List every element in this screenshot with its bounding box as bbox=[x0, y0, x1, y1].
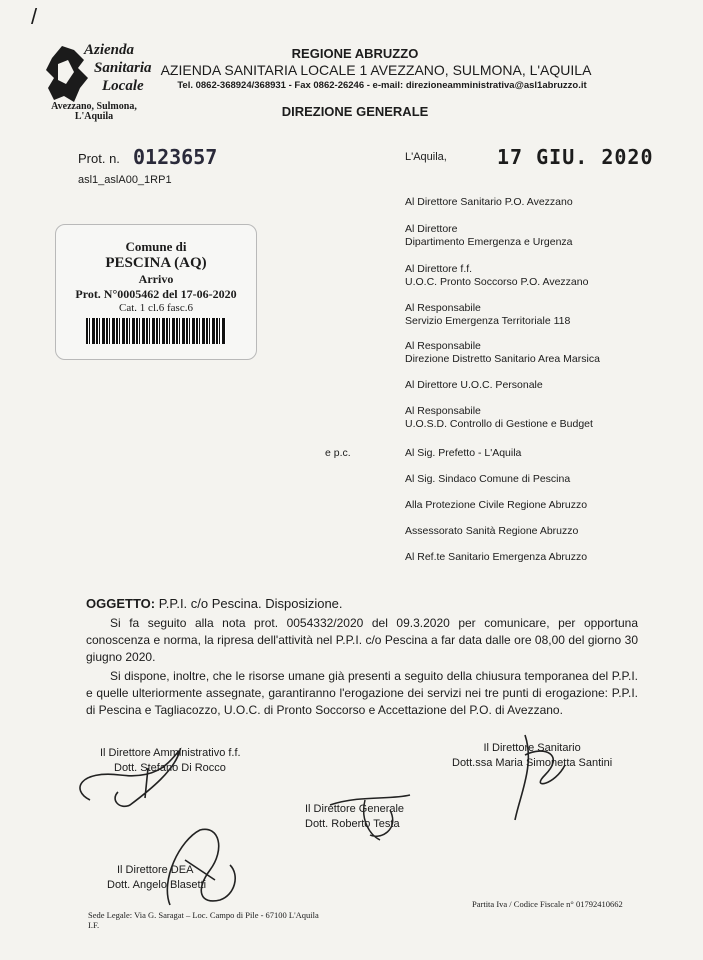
recipient-line: Al Direttore bbox=[405, 223, 458, 235]
recipient-3 bbox=[405, 263, 588, 289]
footer-line: I.F. bbox=[88, 920, 100, 930]
footer-line: Sede Legale: Via G. Saragat – Loc. Campo di Pile - 67100 L'Aquila bbox=[88, 910, 319, 920]
recipient-1 bbox=[405, 196, 573, 209]
signature-title: Il Direttore Amministrativo f.f. bbox=[100, 747, 241, 759]
footer-vat: Partita Iva / Codice Fiscale n° 01792410662 bbox=[472, 899, 623, 909]
subject-text: P.P.I. c/o Pescina. Disposizione. bbox=[158, 596, 343, 611]
recipient-4 bbox=[405, 302, 570, 328]
epc-recipient: Al Sig. Prefetto - L'Aquila bbox=[405, 447, 522, 459]
signature-name: Dott. Angelo Blasetti bbox=[107, 879, 207, 891]
signature-name: Dott. Roberto Testa bbox=[305, 818, 400, 830]
stamp-line-5: Cat. 1 cl.6 fasc.6 bbox=[119, 302, 193, 314]
protocol-number: 0123657 bbox=[133, 145, 218, 169]
recipient-line: Servizio Emergenza Territoriale 118 bbox=[405, 315, 571, 327]
epc-recipient: Al Ref.te Sanitario Emergenza Abruzzo bbox=[405, 551, 588, 563]
date-stamp: 17 GIU. 2020 bbox=[497, 145, 654, 169]
protocol-code: asl1_aslA00_1RP1 bbox=[78, 174, 172, 186]
recipient-line: U.O.C. Pronto Soccorso P.O. Avezzano bbox=[405, 276, 589, 288]
paragraph-1: Si fa seguito alla nota prot. 0054332/2020 del 09.3.2020 per comunicare, per opportuna conoscenza e norma, la ripresa dell'attività nel P.P.I. c/o Pescina a far data dalle ore 08,00 del giorno 30 giugno 2020. bbox=[86, 616, 638, 664]
logo-line-3: Locale bbox=[102, 78, 144, 94]
stamp-line-2: PESCINA (AQ) bbox=[105, 255, 207, 271]
corner-mark: / bbox=[31, 4, 38, 29]
protocol-label: Prot. n. bbox=[78, 151, 120, 166]
region-title: REGIONE ABRUZZO bbox=[291, 46, 419, 61]
handwritten-signature-generale bbox=[320, 790, 430, 850]
recipient-line: Al Responsabile bbox=[405, 405, 481, 417]
recipient-line: U.O.S.D. Controllo di Gestione e Budget bbox=[405, 418, 593, 430]
subject-label: OGGETTO: bbox=[86, 596, 156, 611]
paragraph-2: Si dispone, inoltre, che le risorse umane già presenti a seguito della chiusura temporanea del P.P.I. e quelle ulteriormente assegnate, garantiranno l'erogazione dei servizi nei tre punti di erogazione: P.P.I. di Pescina e Tagliacozzo, U.O.C. di Pronto Soccorso e Accettazione del P.O. di Avezzano. bbox=[86, 669, 638, 717]
epc-recipient: Assessorato Sanità Regione Abruzzo bbox=[405, 525, 579, 537]
direction-title: DIREZIONE GENERALE bbox=[281, 104, 429, 119]
recipient-5 bbox=[405, 340, 600, 366]
logo-line-2: Sanitaria bbox=[94, 60, 152, 76]
epc-recipient: Alla Protezione Civile Regione Abruzzo bbox=[405, 499, 588, 511]
stamp-line-4: Prot. N°0005462 del 17-06-2020 bbox=[75, 287, 237, 301]
recipient-line: Al Responsabile bbox=[405, 340, 481, 352]
signature-name: Dott. Stefano Di Rocco bbox=[114, 762, 226, 774]
epc-recipient: Al Sig. Sindaco Comune di Pescina bbox=[405, 473, 571, 485]
stamp-line-3: Arrivo bbox=[138, 272, 174, 286]
recipient-line: Al Direttore Sanitario P.O. Avezzano bbox=[405, 196, 573, 208]
arrival-stamp bbox=[55, 224, 257, 360]
contacts-line: Tel. 0862-368924/368931 - Fax 0862-26246 - e-mail: direzioneamministrativa@asl1abruzzo.it bbox=[177, 80, 587, 91]
signature-title: Il Direttore Sanitario bbox=[483, 742, 581, 754]
handwritten-signature-sanitario bbox=[485, 725, 595, 825]
footer-legal-address bbox=[88, 910, 319, 930]
barcode bbox=[86, 318, 226, 344]
recipient-6 bbox=[405, 379, 543, 392]
recipient-line: Dipartimento Emergenza e Urgenza bbox=[405, 236, 573, 248]
signature-title: Il Direttore Generale bbox=[305, 803, 405, 815]
epc-label: e p.c. bbox=[325, 447, 351, 459]
recipient-7 bbox=[405, 405, 593, 431]
entity-title: AZIENDA SANITARIA LOCALE 1 AVEZZANO, SULMONA, L'AQUILA bbox=[160, 62, 592, 78]
signature-title: Il Direttore DEA bbox=[117, 864, 194, 876]
recipient-line: Direzione Distretto Sanitario Area Marsica bbox=[405, 353, 600, 365]
handwritten-signature-dea bbox=[140, 820, 250, 915]
recipient-line: Al Responsabile bbox=[405, 302, 481, 314]
recipient-line: Al Direttore U.O.C. Personale bbox=[405, 379, 543, 391]
logo-city-1: Avezzano, Sulmona, bbox=[51, 101, 137, 112]
asl-logo bbox=[44, 40, 152, 122]
signature-name: Dott.ssa Maria Simonetta Santini bbox=[452, 757, 613, 769]
place-label: L'Aquila, bbox=[405, 151, 447, 163]
logo-line-1: Azienda bbox=[84, 42, 135, 58]
handwritten-signature-admin bbox=[60, 730, 240, 825]
logo-city-2: L'Aquila bbox=[74, 111, 114, 122]
stamp-line-1: Comune di bbox=[125, 239, 187, 254]
recipient-2 bbox=[405, 223, 573, 249]
subject-line bbox=[86, 596, 343, 611]
recipient-line: Al Direttore f.f. bbox=[405, 263, 473, 275]
